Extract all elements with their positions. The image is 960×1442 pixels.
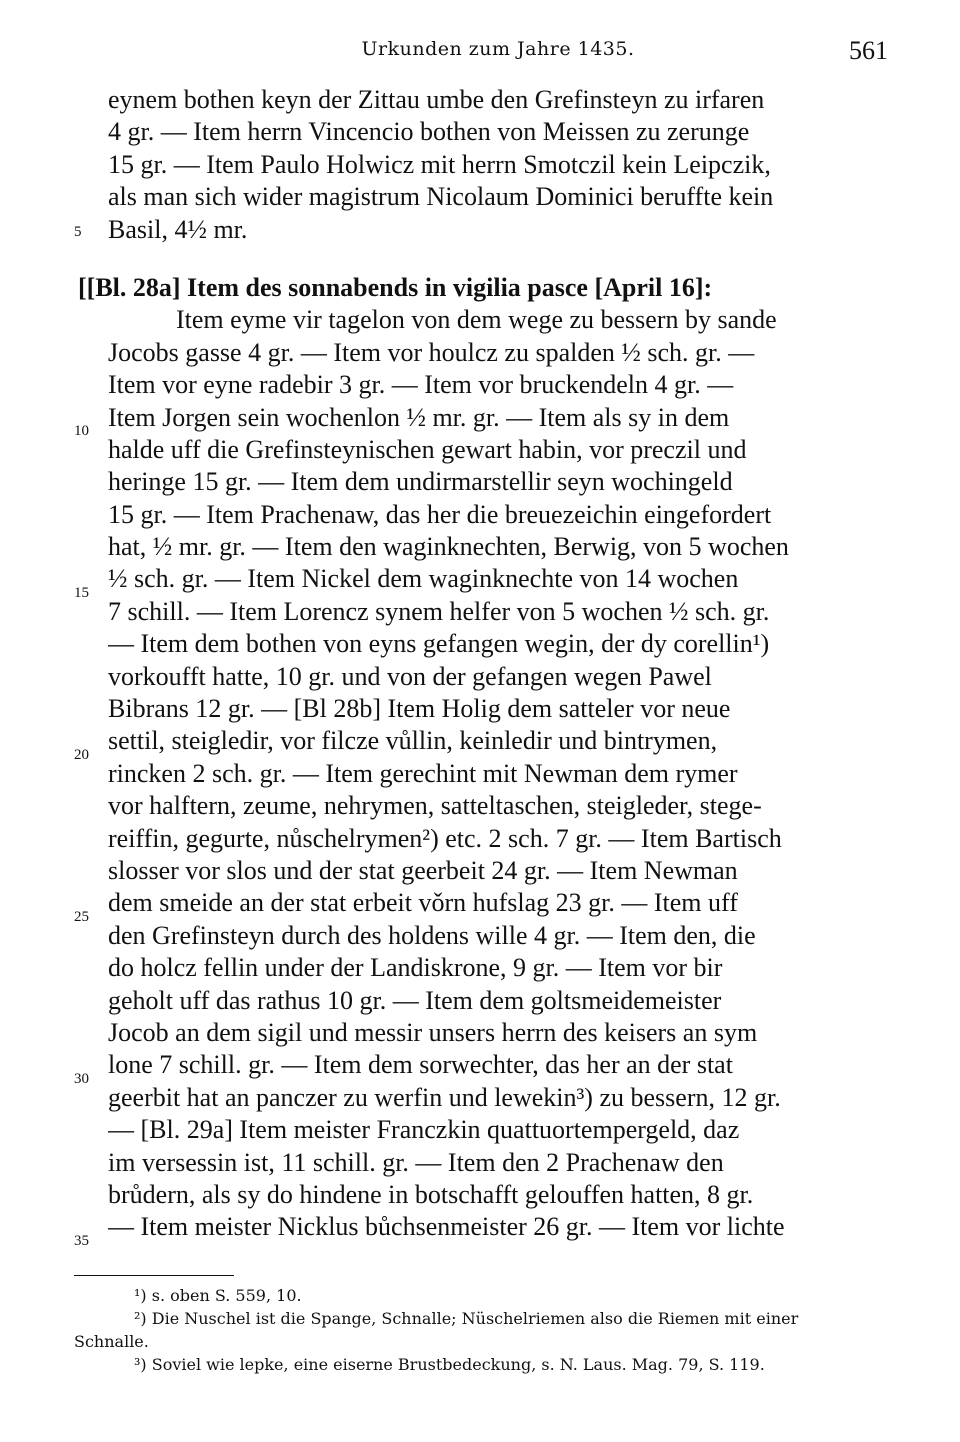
text-line: 15 gr. — Item Prachenaw, das her die breuezeichin eingefordert <box>108 499 772 529</box>
text-line: reiffin, gegurte, nůschelrymen²) etc. 2 sch. 7 gr. — Item Bartisch <box>108 823 782 853</box>
text-line: eynem bothen keyn der Zittau umbe den Grefinsteyn zu irfaren <box>108 85 765 114</box>
footnote: ³) Soviel wie lepke, eine eiserne Brustbedeckung, s. N. Laus. Mag. 79, S. 119. <box>134 1355 765 1374</box>
text-line: geerbit hat an panczer zu werfin und lewekin³) zu bessern, 12 gr. <box>108 1082 781 1112</box>
running-title: Urkunden zum Jahre 1435. <box>361 38 635 60</box>
text-line: ½ sch. gr. — Item Nickel dem waginknechte von 14 wochen <box>108 564 739 594</box>
text-line: den Grefinsteyn durch des holdens wille 4 gr. — Item den, die <box>108 920 756 950</box>
text-line: Item vor eyne radebir 3 gr. — Item vor bruckendeln 4 gr. — <box>108 370 734 400</box>
footnote: ²) Die Nuschel ist die Spange, Schnalle; Nüschelriemen also die Riemen mit einer <box>134 1309 799 1328</box>
section-heading: [[Bl. 28a] Item des sonnabends in vigilia pasce [April 16]: <box>78 272 713 302</box>
text-line: als man sich wider magistrum Nicolaum Dominici beruffte kein <box>108 182 774 212</box>
text-line: Basil, 4½ mr. <box>108 214 248 244</box>
text-line: slosser vor slos und der stat geerbeit 24 gr. — Item Newman <box>108 855 738 885</box>
footnote-rule <box>74 1275 234 1276</box>
text-line: Jocob an dem sigil und messir unsers herrn des keisers an sym <box>108 1017 758 1047</box>
text-line: Jocobs gasse 4 gr. — Item vor houlcz zu spalden ½ sch. gr. — <box>108 337 755 367</box>
line-number: 15 <box>74 585 89 601</box>
page-number: 561 <box>849 36 888 65</box>
text-line: Bibrans 12 gr. — [Bl 28b] Item Holig dem satteler vor neue <box>108 694 731 724</box>
text-line: Item Jorgen sein wochenlon ½ mr. gr. — Item als sy in dem <box>108 402 730 432</box>
line-number: 30 <box>74 1071 89 1087</box>
text-line: 4 gr. — Item herrn Vincencio bothen von Meissen zu zerunge <box>108 117 750 147</box>
text-line: geholt uff das rathus 10 gr. — Item dem goltsmeidemeister <box>108 985 722 1015</box>
line-number: 25 <box>74 909 89 925</box>
text-line: 7 schill. — Item Lorencz synem helfer von 5 wochen ½ sch. gr. <box>108 596 770 626</box>
footnote: ¹) s. oben S. 559, 10. <box>134 1286 302 1305</box>
text-line: im versessin ist, 11 schill. gr. — Item den 2 Prachenaw den <box>108 1147 724 1177</box>
footnote-continuation: Schnalle. <box>74 1332 149 1351</box>
text-line: — Item dem bothen von eyns gefangen wegin, der dy corellin¹) <box>108 629 770 659</box>
text-line: heringe 15 gr. — Item dem undirmarstellir seyn wochingeld <box>108 467 733 497</box>
text-line: rincken 2 sch. gr. — Item gerechint mit Newman dem rymer <box>108 758 738 788</box>
text-line: hat, ½ mr. gr. — Item den waginknechten, Berwig, von 5 wochen <box>108 532 789 562</box>
page-header <box>108 36 888 70</box>
text-line: lone 7 schill. gr. — Item dem sorwechter, das her an der stat <box>108 1050 733 1080</box>
text-line: Item eyme vir tagelon von dem wege zu bessern by sande <box>176 305 777 335</box>
line-number: 10 <box>74 423 89 439</box>
text-line: — [Bl. 29a] Item meister Franczkin quattuortempergeld, daz <box>108 1115 740 1145</box>
text-line: vorkoufft hatte, 10 gr. und von der gefangen wegen Pawel <box>108 661 712 691</box>
text-line: dem smeide an der stat erbeit vǒrn hufslag 23 gr. — Item uff <box>108 888 738 918</box>
text-line: brůdern, als sy do hindene in botschafft gelouffen hatten, 8 gr. <box>108 1179 754 1209</box>
footnotes <box>74 1284 886 1376</box>
line-number: 20 <box>74 747 89 763</box>
line-number: 5 <box>74 224 82 240</box>
text-line: vor halftern, zeume, nehrymen, satteltaschen, steigleder, stege- <box>108 791 762 821</box>
text-line: — Item meister Nicklus bůchsenmeister 26 gr. — Item vor lichte <box>108 1212 785 1242</box>
text-line: halde uff die Grefinsteynischen gewart habin, vor preczil und <box>108 434 747 464</box>
text-line: settil, steigledir, vor filcze vůllin, keinledir und bintrymen, <box>108 726 718 756</box>
line-number: 35 <box>74 1233 89 1249</box>
text-line: do holcz fellin under der Landiskrone, 9 gr. — Item vor bir <box>108 953 723 983</box>
text-line: 15 gr. — Item Paulo Holwicz mit herrn Smotczil kein Leipczik, <box>108 149 771 179</box>
